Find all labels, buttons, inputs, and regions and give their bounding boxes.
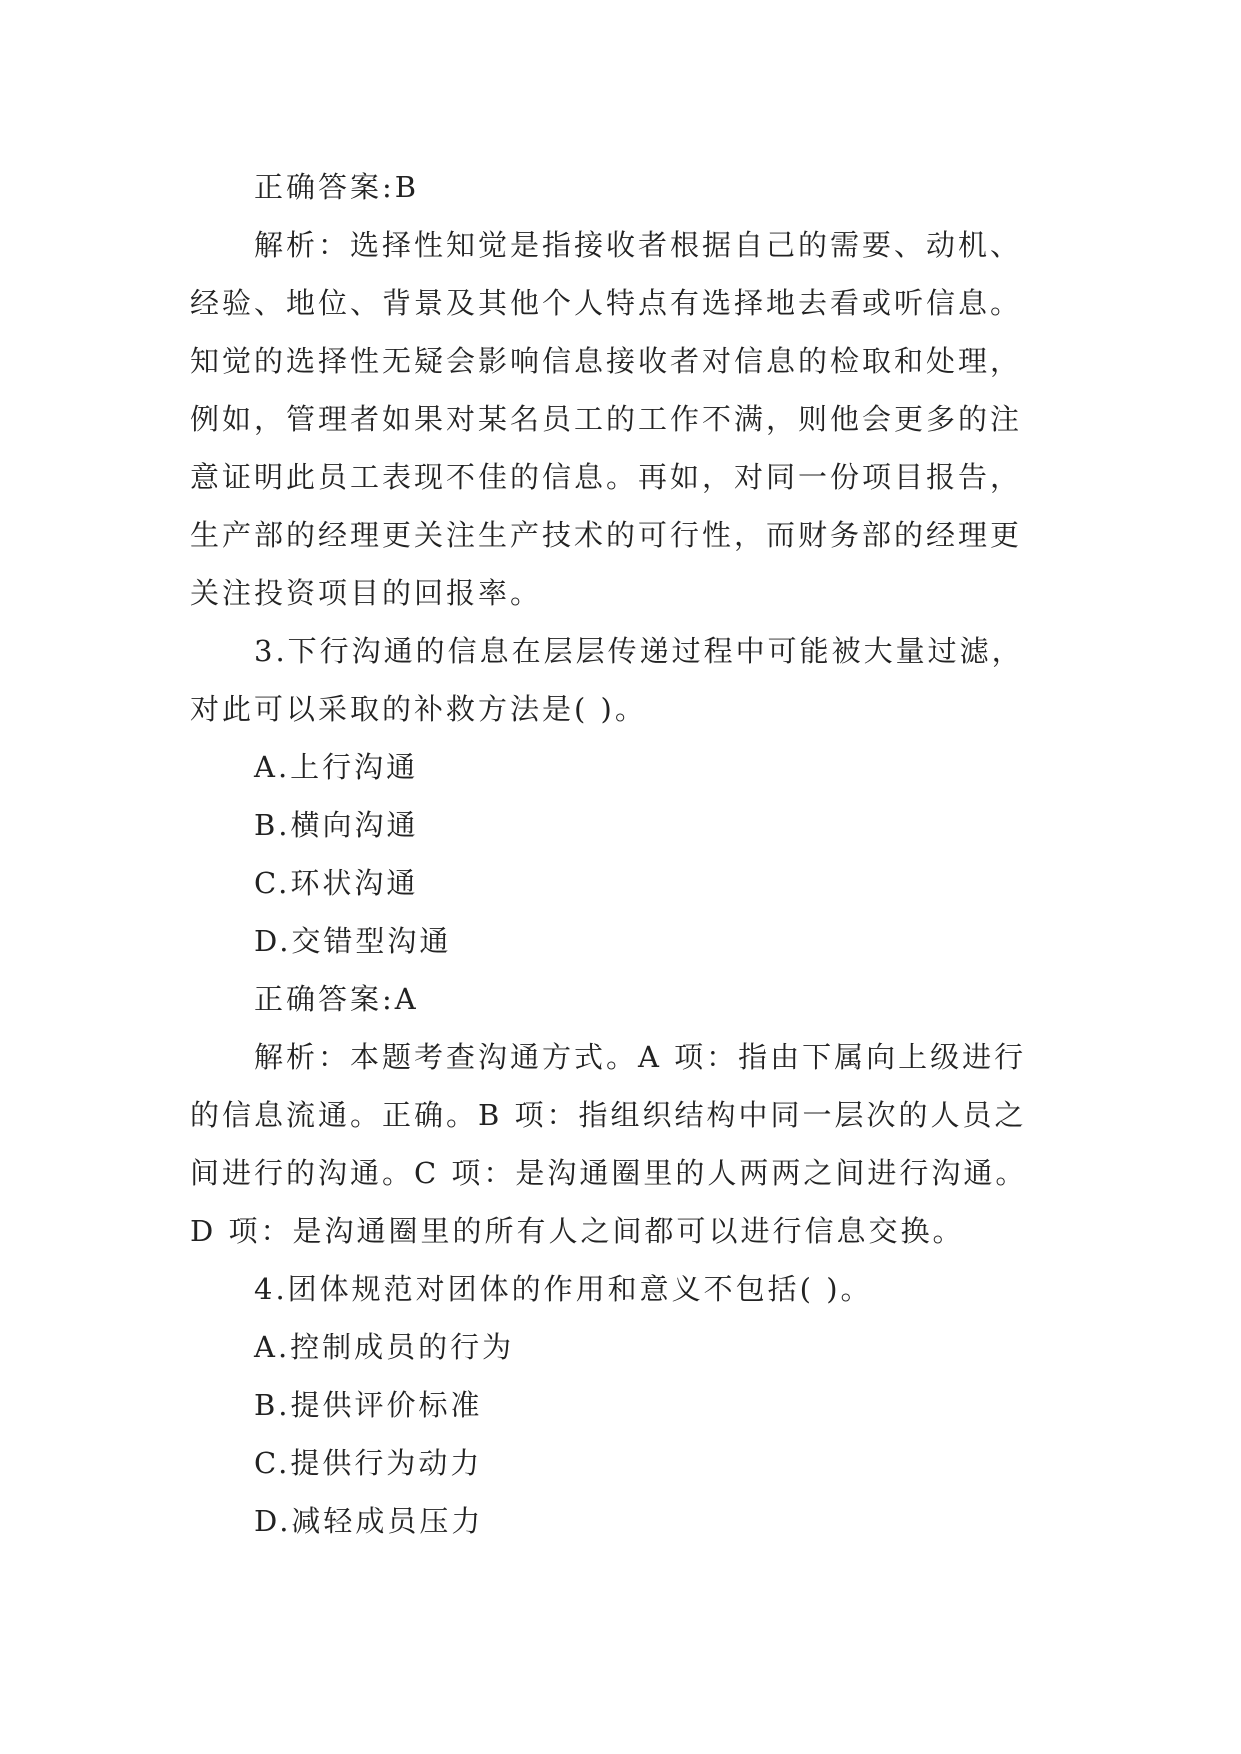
q2-analysis-line: 意证明此员工表现不佳的信息。再如，对同一份项目报告， [190,460,1023,494]
document-body [190,158,1070,1550]
q3-option-b: B.横向沟通 [254,808,419,842]
q3-analysis-line: 解析：本题考查沟通方式。A 项：指由下属向上级进行 [254,1040,1027,1074]
q4-option-c: C.提供行为动力 [254,1446,483,1480]
q2-analysis-line: 生产部的经理更关注生产技术的可行性，而财务部的经理更 [190,518,1023,552]
q4-option-d: D.减轻成员压力 [254,1504,484,1538]
q3-answer: 正确答案:A [254,982,419,1016]
q2-answer: 正确答案:B [254,170,420,204]
q4-stem: 4.团体规范对团体的作用和意义不包括( )。 [254,1272,873,1306]
q3-option-d: D.交错型沟通 [254,924,452,958]
q3-option-a: A.上行沟通 [254,750,419,784]
q2-analysis-line: 关注投资项目的回报率。 [190,576,543,610]
q2-analysis-line: 知觉的选择性无疑会影响信息接收者对信息的检取和处理， [190,344,1023,378]
q3-option-c: C.环状沟通 [254,866,419,900]
q4-option-a: A.控制成员的行为 [254,1330,515,1364]
q2-analysis-line: 解析：选择性知觉是指接收者根据自己的需要、动机、 [254,228,1023,262]
q3-stem-line: 3.下行沟通的信息在层层传递过程中可能被大量过滤， [254,634,1024,668]
q2-analysis-line: 例如，管理者如果对某名员工的工作不满，则他会更多的注 [190,402,1023,436]
q3-analysis-line: D 项：是沟通圈里的所有人之间都可以进行信息交换。 [190,1214,965,1248]
q4-option-b: B.提供评价标准 [254,1388,483,1422]
q3-analysis-line: 的信息流通。正确。B 项：指组织结构中同一层次的人员之 [190,1098,1027,1132]
q2-analysis-line: 经验、地位、背景及其他个人特点有选择地去看或听信息。 [190,286,1023,320]
q3-stem-line: 对此可以采取的补救方法是( )。 [190,692,647,726]
q3-analysis-line: 间进行的沟通。C 项：是沟通圈里的人两两之间进行沟通。 [190,1156,1028,1190]
